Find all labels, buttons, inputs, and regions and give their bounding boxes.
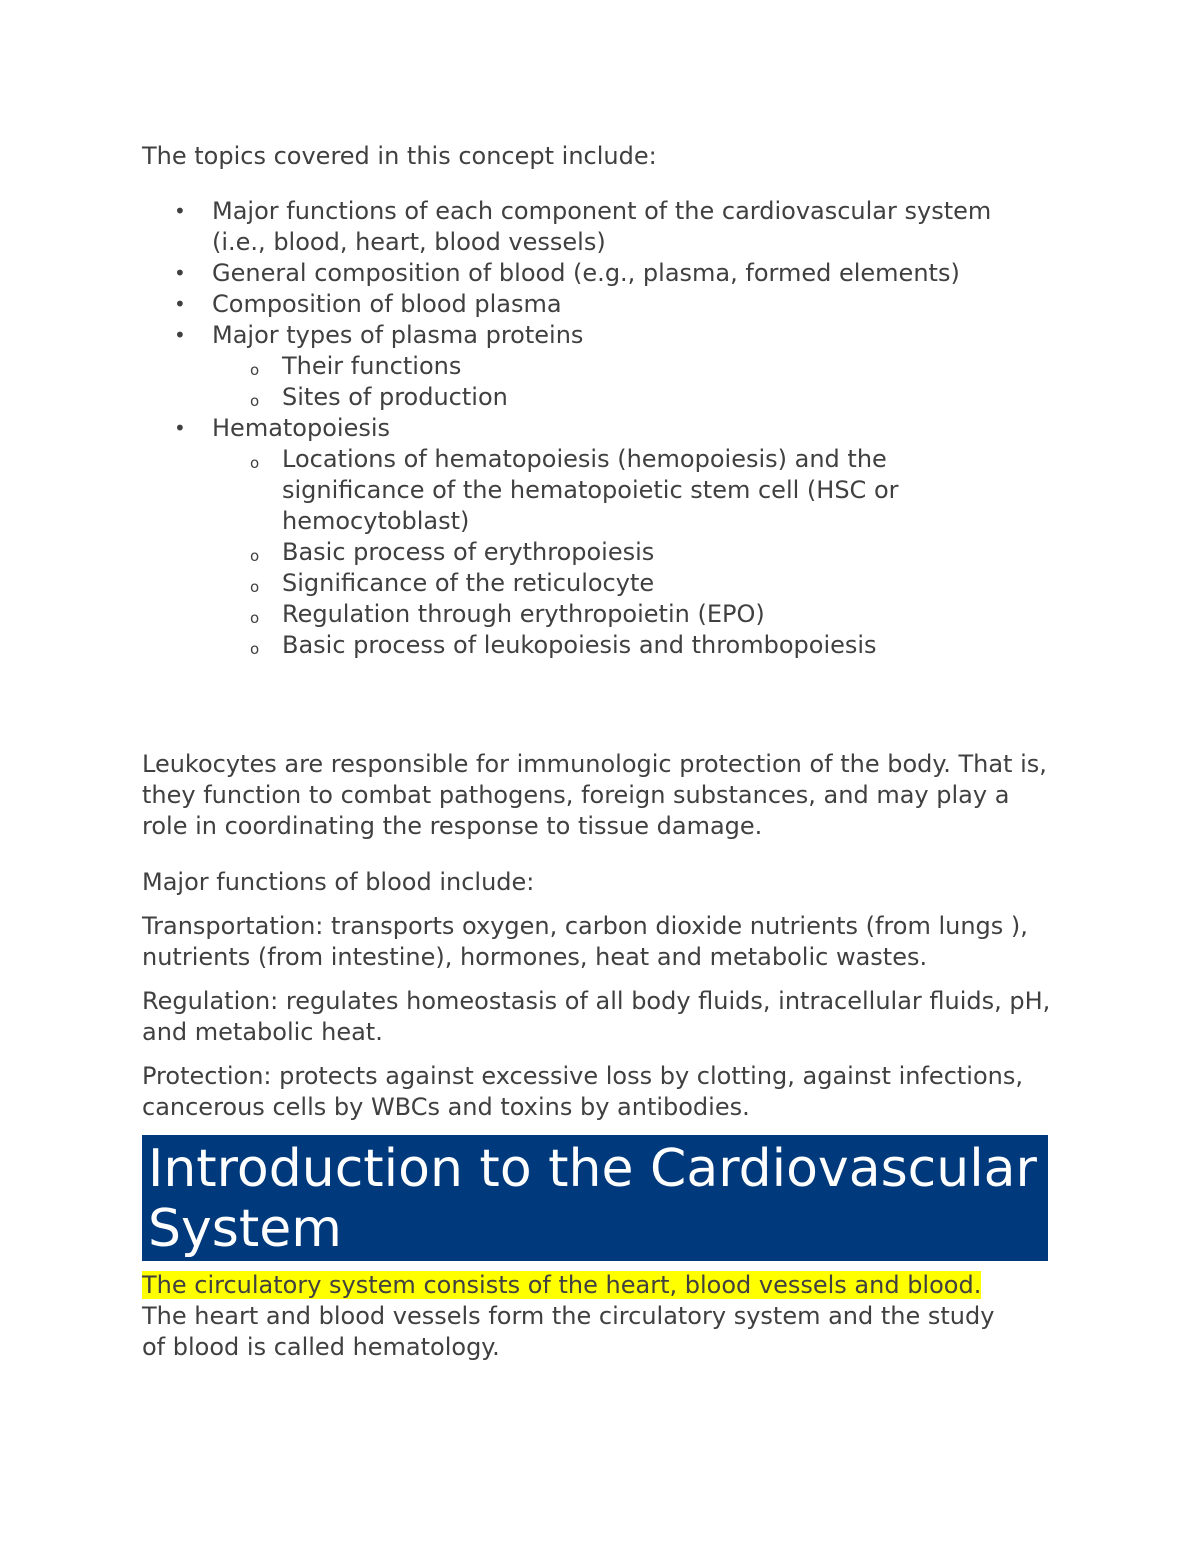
circulatory-rest-text: The heart and blood vessels form the circulatory system and the study of blood is called hematology. xyxy=(142,1302,995,1361)
subtopic-item xyxy=(212,568,1002,599)
subtopics-list xyxy=(212,351,1052,413)
subtopic-text: Basic process of erythropoiesis xyxy=(282,538,655,566)
subtopic-text: Regulation through erythropoietin (EPO) xyxy=(282,600,765,628)
circle-bullet-icon: o xyxy=(250,609,260,627)
topic-text: Major types of plasma proteins xyxy=(212,321,584,349)
topic-item xyxy=(142,320,1052,413)
major-functions-heading: Major functions of blood include: xyxy=(142,868,535,896)
topic-text: General composition of blood (e.g., plasma, formed elements) xyxy=(212,259,960,287)
topic-text: Composition of blood plasma xyxy=(212,290,562,318)
subtopic-text: Their functions xyxy=(282,352,462,380)
subtopic-text: Locations of hematopoiesis (hemopoiesis) and the significance of the hematopoietic stem cell (HSC or hemocytoblast) xyxy=(282,445,899,535)
subtopic-item xyxy=(212,444,1002,537)
bullet-icon: • xyxy=(174,261,186,285)
topic-text: Hematopoiesis xyxy=(212,414,391,442)
circulatory-paragraph xyxy=(142,1270,1002,1363)
subtopic-text: Basic process of leukopoiesis and thrombopoiesis xyxy=(282,631,877,659)
circle-bullet-icon: o xyxy=(250,454,260,472)
topic-item xyxy=(142,413,1052,661)
bullet-icon: • xyxy=(174,292,186,316)
subtopic-text: Sites of production xyxy=(282,383,508,411)
topic-item xyxy=(142,196,1052,258)
circle-bullet-icon: o xyxy=(250,640,260,658)
subtopic-item xyxy=(212,351,1002,382)
circle-bullet-icon: o xyxy=(250,547,260,565)
topic-item xyxy=(142,258,1052,289)
circle-bullet-icon: o xyxy=(250,578,260,596)
highlighted-text: The circulatory system consists of the heart, blood vessels and blood. xyxy=(142,1271,982,1299)
topics-list xyxy=(142,196,1062,661)
leukocytes-paragraph: Leukocytes are responsible for immunologic protection of the body. That is, they function to combat pathogens, foreign substances, and may play a role in coordinating the response to tissue damage. xyxy=(142,750,1047,840)
bullet-icon: • xyxy=(174,199,186,223)
circle-bullet-icon: o xyxy=(250,361,260,379)
subtopic-item xyxy=(212,599,1002,630)
topics-intro: The topics covered in this concept include: xyxy=(142,142,657,170)
topic-text: Major functions of each component of the cardiovascular system (i.e., blood, heart, blood vessels) xyxy=(212,197,992,256)
subtopic-item xyxy=(212,537,1002,568)
bullet-icon: • xyxy=(174,323,186,347)
section-heading: Introduction to the Cardiovascular System xyxy=(142,1135,1048,1261)
subtopic-item xyxy=(212,382,1002,413)
transportation-paragraph: Transportation: transports oxygen, carbon dioxide nutrients (from lungs ), nutrients (from intestine), hormones, heat and metabolic wastes. xyxy=(142,912,1028,971)
document-page xyxy=(142,141,1062,1363)
subtopic-item xyxy=(212,630,1002,661)
bullet-icon: • xyxy=(174,416,186,440)
subtopic-text: Significance of the reticulocyte xyxy=(282,569,655,597)
protection-paragraph: Protection: protects against excessive loss by clotting, against infections, cancerous cells by WBCs and toxins by antibodies. xyxy=(142,1062,1023,1121)
regulation-paragraph: Regulation: regulates homeostasis of all body fluids, intracellular fluids, pH, and metabolic heat. xyxy=(142,987,1051,1046)
circle-bullet-icon: o xyxy=(250,392,260,410)
subtopics-list xyxy=(212,444,1052,661)
topic-item xyxy=(142,289,1052,320)
